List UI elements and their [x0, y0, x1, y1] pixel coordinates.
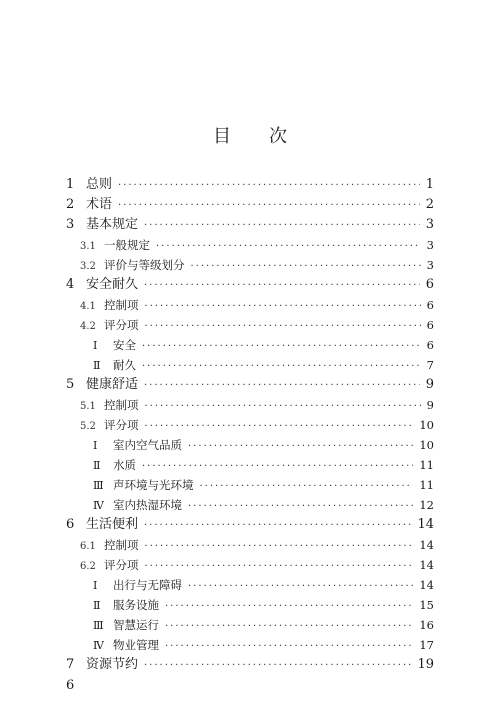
toc-entry-number: 5: [66, 377, 75, 392]
toc-entry-page: 12: [419, 498, 434, 512]
toc-entry-number: 3.2: [80, 261, 96, 272]
toc-entry-page: 14: [417, 517, 434, 532]
toc-entry-number: 6.2: [80, 561, 96, 572]
toc-leader-dots: [165, 637, 413, 657]
toc-entry-subsection[interactable]: [93, 435, 434, 455]
toc-entry-label: 声环境与光环境: [113, 478, 194, 492]
toc-entry-number: Ⅱ: [93, 599, 101, 612]
toc-leader-dots: [144, 276, 420, 296]
toc-leader-dots: [145, 537, 414, 557]
toc-entry-number: Ⅳ: [93, 639, 104, 652]
toc-entry-page: 6: [425, 277, 434, 292]
toc-entry-page: 6: [426, 298, 434, 312]
toc-entry-number: 1: [66, 177, 75, 192]
toc-entry-page: 1: [425, 177, 434, 192]
toc-entry-chapter[interactable]: [66, 195, 434, 215]
toc-entry-label: 物业管理: [113, 638, 159, 652]
toc-entry-label: 总则: [86, 177, 113, 192]
toc-entry-label: 安全: [113, 338, 136, 352]
toc-entry-label: 评分项: [104, 558, 139, 572]
toc-leader-dots: [118, 196, 420, 216]
toc-entry-number: 5.2: [80, 421, 96, 432]
toc-entry-label: 水质: [113, 458, 136, 472]
toc-entry-subsection[interactable]: [93, 475, 434, 495]
toc-entry-chapter[interactable]: [66, 175, 434, 195]
toc-entry-label: 控制项: [104, 298, 139, 312]
toc-leader-dots: [165, 617, 413, 637]
toc-entry-page: 2: [425, 197, 434, 212]
toc-entry-section[interactable]: [80, 315, 434, 335]
toc-entry-subsection[interactable]: [93, 635, 434, 655]
toc-entry-label: 术语: [86, 197, 113, 212]
toc-entry-number: 6: [66, 517, 75, 532]
toc-leader-dots: [144, 516, 411, 536]
toc-entry-number: 3: [66, 217, 75, 232]
toc-title-char-1: 目: [213, 126, 231, 147]
toc-entry-page: 16: [419, 618, 434, 632]
toc-entry-label: 评分项: [104, 418, 139, 432]
toc-leader-dots: [156, 237, 421, 257]
toc-leader-dots: [144, 656, 411, 676]
toc-entry-page: 11: [419, 478, 434, 492]
toc-entry-number: 4: [66, 277, 75, 292]
toc-entry-subsection[interactable]: [93, 595, 434, 615]
toc-entry-chapter[interactable]: [66, 215, 434, 235]
page-number: 6: [66, 678, 75, 693]
toc-entry-label: 耐久: [113, 358, 136, 372]
toc-entry-page: 15: [419, 598, 434, 612]
toc-entry-number: 3.1: [80, 241, 96, 252]
toc-leader-dots: [145, 557, 414, 577]
toc-entry-number: Ⅲ: [93, 479, 104, 492]
toc-entry-section[interactable]: [80, 535, 434, 555]
toc-leader-dots: [144, 376, 420, 396]
toc-entry-label: 服务设施: [113, 598, 159, 612]
toc-entry-label: 评价与等级划分: [104, 258, 185, 272]
toc-entry-label: 智慧运行: [113, 618, 159, 632]
toc-entry-number: Ⅲ: [93, 619, 104, 632]
toc-entry-subsection[interactable]: [93, 455, 434, 475]
toc-leader-dots: [142, 457, 413, 477]
toc-entry-page: 3: [426, 238, 434, 252]
toc-entry-number: 5.1: [80, 401, 96, 412]
toc-entry-subsection[interactable]: [93, 495, 434, 515]
toc-entry-page: 6: [426, 318, 434, 332]
toc-entry-label: 出行与无障碍: [113, 578, 182, 592]
toc-entry-section[interactable]: [80, 255, 434, 275]
toc-title-char-2: 次: [269, 126, 287, 147]
toc-entry-label: 基本规定: [86, 217, 139, 232]
toc-entry-subsection[interactable]: [93, 575, 434, 595]
toc-entry-number: 4.2: [80, 321, 96, 332]
toc-entry-label: 一般规定: [104, 238, 150, 252]
toc-entry-section[interactable]: [80, 555, 434, 575]
toc-title: [0, 122, 500, 148]
toc-entry-chapter[interactable]: [66, 375, 434, 395]
toc-leader-dots: [145, 417, 414, 437]
toc-entry-number: 7: [66, 657, 75, 672]
toc-entry-number: 6.1: [80, 541, 96, 552]
toc-leader-dots: [188, 577, 413, 597]
toc-entry-page: 14: [419, 578, 434, 592]
toc-entry-section[interactable]: [80, 395, 434, 415]
toc-entry-page: 10: [419, 418, 434, 432]
toc-entry-number: 4.1: [80, 301, 96, 312]
toc-entry-label: 评分项: [104, 318, 139, 332]
toc-leader-dots: [165, 597, 413, 617]
toc-entry-page: 14: [419, 538, 434, 552]
toc-entry-page: 19: [417, 657, 434, 672]
toc-leader-dots: [118, 176, 420, 196]
toc-entry-section[interactable]: [80, 235, 434, 255]
toc-entry-chapter[interactable]: [66, 275, 434, 295]
toc-entry-number: Ⅰ: [93, 579, 98, 592]
toc-leader-dots: [145, 317, 421, 337]
toc-entry-label: 室内热湿环境: [113, 498, 182, 512]
toc-entry-number: Ⅳ: [93, 499, 104, 512]
toc-leader-dots: [144, 216, 420, 236]
toc-leader-dots: [200, 477, 414, 497]
toc-entry-subsection[interactable]: [93, 615, 434, 635]
toc-entry-page: 14: [419, 558, 434, 572]
toc-entry-number: Ⅱ: [93, 359, 101, 372]
toc-entry-label: 室内空气品质: [113, 438, 182, 452]
toc-entry-page: 3: [426, 258, 434, 272]
toc-leader-dots: [188, 497, 413, 517]
toc-leader-dots: [191, 257, 421, 277]
toc-entry-label: 控制项: [104, 398, 139, 412]
toc-leader-dots: [142, 337, 421, 357]
toc-entry-label: 健康舒适: [86, 377, 139, 392]
toc-entry-page: 11: [419, 458, 434, 472]
toc-entry-number: Ⅰ: [93, 339, 98, 352]
toc-entry-chapter[interactable]: [66, 515, 434, 535]
toc-leader-dots: [142, 357, 421, 377]
toc-entry-number: 2: [66, 197, 75, 212]
toc-entry-number: Ⅰ: [93, 439, 98, 452]
toc-entry-label: 安全耐久: [86, 277, 139, 292]
toc-leader-dots: [145, 397, 421, 417]
toc-leader-dots: [145, 297, 421, 317]
toc-leader-dots: [188, 437, 413, 457]
toc-entry-page: 17: [419, 638, 434, 652]
toc-entry-chapter[interactable]: [66, 655, 434, 675]
toc-entry-page: 9: [426, 398, 434, 412]
toc-entry-page: 6: [426, 338, 434, 352]
toc-entry-page: 9: [425, 377, 434, 392]
toc-entry-subsection[interactable]: [93, 355, 434, 375]
toc-entry-page: 7: [426, 358, 434, 372]
toc-entry-label: 资源节约: [86, 657, 139, 672]
toc-entry-section[interactable]: [80, 295, 434, 315]
toc-entry-label: 控制项: [104, 538, 139, 552]
toc-entry-page: 3: [425, 217, 434, 232]
toc-entry-page: 10: [419, 438, 434, 452]
toc-entry-subsection[interactable]: [93, 335, 434, 355]
toc-entry-section[interactable]: [80, 415, 434, 435]
toc-entry-number: Ⅱ: [93, 459, 101, 472]
toc-entry-label: 生活便利: [86, 517, 139, 532]
